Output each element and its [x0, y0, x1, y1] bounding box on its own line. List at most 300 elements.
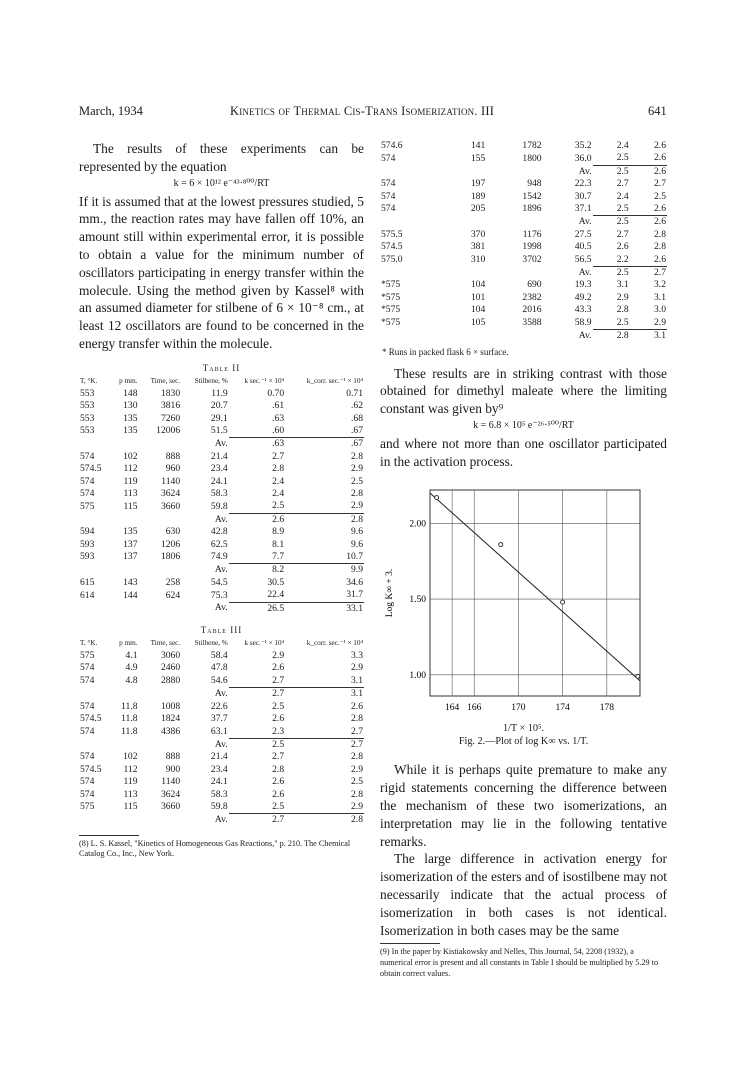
average-value: 2.5	[616, 267, 629, 279]
footnote-9: (9) In the paper by Kistiakowsky and Nelles, This Journal, 54, 2208 (1932), a numerical error is present and all constants in Table I should be multiplied by 5.29 to obtain correct values.	[380, 947, 659, 978]
table-cell: 2.8	[654, 241, 666, 253]
table-row	[79, 789, 364, 801]
left-column	[79, 140, 364, 860]
table-cell: 0.71	[346, 387, 363, 399]
average-row	[380, 267, 667, 280]
table-cell: 2.6	[272, 776, 285, 788]
table-cell: 9.6	[351, 526, 363, 538]
table-cell: 135	[123, 412, 138, 424]
table-row	[380, 317, 667, 330]
column-header: Time, sec.	[150, 639, 181, 648]
table-cell: 594	[80, 526, 95, 538]
table-row	[79, 425, 364, 438]
table-cell: 189	[470, 190, 486, 202]
average-value: 3.1	[351, 688, 363, 700]
table-cell: 112	[123, 463, 138, 475]
table-cell: *575	[381, 291, 401, 303]
table-cell: 2.6	[630, 203, 667, 216]
table-row	[79, 650, 364, 662]
table-cell: 119	[123, 776, 138, 788]
table-cell: 112	[123, 763, 138, 775]
average-label: Av.	[214, 602, 228, 614]
table-row	[79, 413, 364, 425]
table-cell: 960	[165, 463, 181, 475]
table-row	[79, 400, 364, 412]
table-cell: 155	[470, 152, 486, 164]
average-row	[380, 216, 667, 229]
table-cell: 1542	[522, 190, 542, 202]
table-cell: 119	[123, 475, 138, 487]
table-cell: 104	[470, 279, 486, 291]
table-cell: 1782	[522, 140, 542, 151]
table-cell: 9.6	[351, 538, 363, 550]
average-row	[79, 688, 364, 701]
average-label: Av.	[578, 216, 592, 228]
average-value: 2.5	[616, 216, 629, 228]
average-value: 2.6	[654, 165, 666, 177]
table-cell: 2.6	[272, 662, 285, 674]
table-cell: 258	[165, 576, 181, 588]
average-value: 2.7	[654, 267, 666, 279]
table-cell: 62.5	[210, 538, 228, 550]
table-cell: 1176	[522, 228, 542, 240]
table-cell: 1806	[160, 551, 181, 563]
table-row	[380, 292, 667, 304]
paragraph-premature: While it is perhaps quite premature to make any rigid statements concerning the difference between the mechanism of these two isomerizations, an interpretation may lie in the following tentative remarks.	[380, 762, 667, 849]
table-cell: 2.6	[654, 140, 666, 151]
average-label: Av.	[578, 329, 592, 341]
table-cell: 574	[381, 178, 396, 190]
table-cell: 54.6	[210, 675, 228, 687]
table-cell: 59.8	[210, 500, 228, 512]
table-cell: 135	[123, 425, 138, 437]
table-row	[380, 152, 667, 165]
table-cell: .67	[285, 425, 364, 438]
table-cell: .62	[351, 400, 363, 412]
table-cell: 205	[470, 203, 486, 215]
table-row	[79, 463, 364, 475]
table-cell: 2.8	[616, 304, 629, 316]
right-column	[380, 140, 667, 979]
table-cell: 3624	[160, 488, 181, 500]
y-tick-label: 1.50	[409, 595, 426, 606]
table-cell: .68	[351, 412, 363, 424]
average-label: Av.	[214, 814, 228, 826]
table-cell: 2.6	[272, 788, 285, 800]
table-cell: *575	[381, 304, 401, 316]
table-cell: 2016	[522, 304, 542, 316]
table-cell: 2.7	[616, 228, 629, 240]
table-row	[380, 279, 667, 291]
table-cell: 148	[123, 387, 138, 399]
column-header: p mm.	[119, 376, 138, 385]
average-value: 2.7	[351, 738, 363, 750]
table-cell: 4.1	[125, 650, 138, 662]
table-cell: 8.1	[272, 538, 285, 550]
average-value: 2.7	[272, 814, 285, 826]
table-cell: 35.2	[574, 140, 592, 151]
table-row	[380, 304, 667, 316]
table-cell: 888	[165, 450, 181, 462]
table-cell: 141	[470, 140, 486, 151]
average-value: 2.7	[272, 688, 285, 700]
table-cell: 115	[123, 500, 138, 512]
table-cell: 22.6	[210, 700, 228, 712]
table-cell: 888	[165, 751, 181, 763]
data-point	[435, 496, 439, 500]
table-cell: 58.9	[574, 316, 592, 328]
table-cell: 1008	[160, 700, 181, 712]
table-cell: 3.1	[285, 675, 364, 688]
table-cell: 630	[165, 526, 181, 538]
table-cell: 574.5	[381, 241, 403, 253]
table-cell: 3.2	[654, 279, 666, 291]
table-cell: 30.7	[574, 190, 592, 202]
average-value: 8.2	[272, 564, 285, 576]
table-cell: 7260	[160, 412, 181, 424]
table-cell: 574	[381, 203, 396, 215]
table-cell: .63	[272, 412, 285, 424]
table-cell: 27.5	[574, 228, 592, 240]
table-cell: 2.2	[593, 254, 630, 267]
table-cell: *575	[381, 279, 401, 291]
table-cell: 2.5	[229, 801, 285, 814]
column-header: k_corr. sec.⁻¹ × 10⁴	[306, 639, 363, 648]
table-cell: 34.6	[346, 576, 363, 588]
table-cell: 3702	[522, 253, 542, 265]
table-cell: 553	[80, 387, 95, 399]
average-label: Av.	[578, 165, 592, 177]
table-cell: 23.4	[210, 463, 228, 475]
table-cell: 113	[123, 488, 138, 500]
column-header: T, °K.	[80, 639, 98, 648]
table-cell: 3624	[160, 788, 181, 800]
table-cell: 948	[527, 178, 542, 190]
average-value: 2.6	[654, 216, 666, 228]
table-cell: 74.9	[210, 551, 228, 563]
average-value: 2.8	[616, 330, 629, 342]
paragraph-contrast: These results are in striking contrast with those obtained for dimethyl maleate where the limiting constant was given by⁹	[380, 365, 667, 417]
table-cell: 574	[80, 700, 95, 712]
x-tick-label: 178	[599, 703, 614, 714]
table-cell: 144	[123, 589, 138, 601]
table-cell: 4.8	[125, 675, 138, 687]
table-cell: 2.4	[272, 475, 285, 487]
table-cell: 20.7	[210, 400, 228, 412]
table-cell: 12006	[156, 425, 181, 437]
table-cell: 2.9	[285, 500, 364, 513]
table-cell: 47.8	[210, 662, 228, 674]
table-cell: 24.1	[210, 475, 228, 487]
table-cell: 11.9	[211, 387, 228, 399]
table-cell: 11.8	[121, 725, 138, 737]
table-row	[79, 500, 364, 513]
table-cell: 3816	[160, 400, 181, 412]
table-cell: 2382	[522, 291, 542, 303]
table-cell: 2.6	[630, 152, 667, 165]
column-header: Stilbene, %	[194, 376, 228, 385]
average-row	[79, 564, 364, 577]
table-cell: 574.5	[80, 463, 102, 475]
table-cell: 2.5	[593, 317, 630, 330]
table-cell: 21.4	[210, 450, 228, 462]
table-cell: 574.6	[381, 140, 403, 151]
table-cell: 2.9	[272, 650, 285, 662]
table-cell: 575.0	[381, 253, 403, 265]
table-cell: 30.5	[267, 576, 285, 588]
table-cell: 58.3	[210, 788, 228, 800]
average-value: 2.6	[272, 513, 285, 525]
table-cell: 2.7	[654, 178, 666, 190]
table-cell: 102	[123, 450, 138, 462]
footnote-rule-right	[380, 943, 440, 944]
table-cell: 2.9	[630, 317, 667, 330]
table-cell: 614	[80, 589, 95, 601]
table-cell: 690	[527, 279, 542, 291]
page-number: 641	[648, 104, 667, 118]
table-cell: 2.8	[351, 488, 363, 500]
table-cell: .61	[272, 400, 285, 412]
table-cell: 310	[470, 253, 486, 265]
table-cell: 370	[470, 228, 486, 240]
table-row	[79, 488, 364, 500]
table-cell: 574	[381, 152, 396, 164]
table-3-continued	[380, 140, 667, 343]
table-cell: 1824	[160, 713, 181, 725]
column-header: k sec.⁻¹ × 10⁴	[244, 639, 285, 648]
table-cell: 3.0	[654, 304, 666, 316]
table-cell: 2.7	[616, 178, 629, 190]
table-cell: 59.8	[210, 801, 228, 813]
table-cell: 2.9	[616, 291, 629, 303]
table-row	[380, 191, 667, 203]
table-cell: 2.6	[351, 700, 363, 712]
average-label: Av.	[214, 688, 228, 700]
table-cell: 1140	[161, 776, 181, 788]
table-cell: 43.3	[574, 304, 592, 316]
table-cell: 24.1	[210, 776, 228, 788]
paragraph-oscillators: If it is assumed that at the lowest pressures studied, 5 mm., the reaction rates may have fallen off 10%, an amount still within experimental error, it is possible to obtain a value for the minimum number of oscillators participating in energy transfer within the molecule. Using the method given by Kassel⁸ with an assumed diameter for stilbene of 6 × 10⁻⁸ cm., at least 12 oscillators are found to be concerned in the energy transfer within the molecule.	[79, 193, 364, 351]
table-cell: 575	[80, 500, 95, 512]
table-cell: 574	[80, 675, 95, 687]
table-row	[79, 776, 364, 788]
table-cell: 2.8	[272, 763, 285, 775]
table-cell: 0.70	[267, 387, 285, 399]
table-cell: 2.7	[285, 726, 364, 739]
table-cell: 75.3	[210, 589, 228, 601]
table-cell: 49.2	[574, 291, 592, 303]
table-cell: 31.7	[285, 589, 364, 602]
table-3-caption: Table III	[200, 625, 243, 636]
average-value: 9.9	[351, 564, 363, 576]
table-cell: 574.5	[80, 713, 102, 725]
column-header: Stilbene, %	[194, 639, 228, 648]
average-row	[79, 814, 364, 827]
table-cell: 102	[123, 751, 138, 763]
table-cell: 2.5	[593, 203, 630, 216]
average-row	[79, 738, 364, 751]
table-cell: 3.1	[616, 279, 629, 291]
table-cell: 2.5	[593, 152, 630, 165]
table-cell: 553	[80, 400, 95, 412]
table-cell: 7.7	[229, 551, 285, 564]
table-row	[79, 726, 364, 739]
table-cell: 2.5	[272, 700, 285, 712]
figure-caption: Fig. 2.—Plot of log K∞ vs. 1/T.	[458, 736, 589, 748]
fit-line	[430, 494, 640, 682]
table-row	[380, 203, 667, 216]
table-cell: 574	[80, 450, 95, 462]
table-row	[79, 451, 364, 463]
table-cell: 3588	[522, 316, 542, 328]
table-cell: 2.5	[229, 500, 285, 513]
average-row	[79, 513, 364, 526]
average-row	[79, 438, 364, 451]
table-cell: 574	[80, 475, 95, 487]
table-cell: 137	[123, 538, 138, 550]
table-cell: 2.8	[351, 450, 363, 462]
table-3	[79, 639, 364, 827]
table-row	[380, 140, 667, 152]
average-label: Av.	[214, 738, 228, 750]
table-row	[79, 589, 364, 602]
figure-2-plot	[380, 484, 667, 719]
table-cell: 4.9	[125, 662, 138, 674]
table-cell: 2.8	[654, 228, 666, 240]
table-cell: 11.8	[121, 700, 138, 712]
column-header: T, °K.	[80, 376, 98, 385]
table-cell: 19.3	[574, 279, 592, 291]
table-cell: 23.4	[210, 763, 228, 775]
table-cell: 101	[470, 291, 486, 303]
table-cell: 36.0	[574, 152, 592, 164]
table-cell: 574	[80, 725, 95, 737]
table-cell: 29.1	[210, 412, 228, 424]
table-cell: 2.9	[351, 763, 363, 775]
figure-x-label: 1/T × 10⁵.	[502, 723, 545, 735]
table-cell: 2.8	[351, 751, 363, 763]
table-cell: 58.4	[210, 650, 228, 662]
table-cell: 58.3	[210, 488, 228, 500]
table-cell: 130	[123, 400, 138, 412]
data-point	[561, 601, 565, 605]
average-value: 2.5	[272, 738, 285, 750]
x-tick-label: 166	[467, 703, 482, 714]
table-cell: 575	[80, 801, 95, 813]
data-point	[499, 543, 503, 547]
table-cell: 54.5	[210, 576, 228, 588]
table-cell: 575	[80, 650, 95, 662]
average-row	[380, 165, 667, 178]
average-row	[380, 330, 667, 343]
column-header: k_corr. sec.⁻¹ × 10⁴	[306, 376, 363, 385]
table-cell: 574	[80, 751, 95, 763]
table-cell: 553	[80, 425, 95, 437]
average-label: Av.	[214, 438, 228, 450]
paragraph-one-oscillator: and where not more than one oscillator participated in the activation process.	[380, 435, 667, 469]
table-cell: 22.4	[229, 589, 285, 602]
table-cell: 2.7	[272, 450, 285, 462]
table-cell: .60	[229, 425, 285, 438]
average-label: Av.	[214, 564, 228, 576]
table-row	[380, 254, 667, 267]
table-cell: 8.9	[272, 526, 285, 538]
paragraph-activation-energy: The large difference in activation energy for isomerization of the esters and of isostilbene may not necessarily indicate that the actual process of isomerization in both cases is not identical. Isomerization in both cases may be the same	[380, 851, 667, 938]
table-cell: 143	[123, 576, 138, 588]
table-cell: 42.8	[210, 526, 228, 538]
table-cell: 105	[470, 316, 486, 328]
table-cell: 37.1	[574, 203, 592, 215]
average-value: 2.8	[351, 814, 363, 826]
table-cell: 22.3	[574, 178, 592, 190]
paragraph-results: The results of these experiments can be represented by the equation	[79, 141, 364, 174]
table-cell: 553	[80, 412, 95, 424]
table-cell: 2.5	[351, 475, 363, 487]
table-cell: 56.5	[574, 253, 592, 265]
table-cell: 2.9	[285, 801, 364, 814]
table-row	[79, 526, 364, 538]
table-cell: 104	[470, 304, 486, 316]
table-row	[79, 764, 364, 776]
table-cell: 115	[123, 801, 138, 813]
equation-rate: k = 6 × 10¹² e⁻⁴³·⁸⁰⁰/RT	[173, 177, 270, 189]
table-cell: 900	[165, 763, 181, 775]
table-row	[79, 801, 364, 814]
table-cell: 11.8	[121, 713, 138, 725]
table-cell: *575	[381, 316, 401, 328]
table-cell: 1140	[161, 475, 181, 487]
table-cell: 574	[80, 662, 95, 674]
data-point	[636, 675, 640, 679]
table-cell: 2.8	[351, 713, 363, 725]
table-cell: 2880	[160, 675, 181, 687]
average-value: .63	[272, 438, 285, 450]
table-cell: 51.5	[210, 425, 228, 437]
table-cell: 1998	[522, 241, 542, 253]
table-cell: 3.3	[351, 650, 363, 662]
table-cell: 135	[123, 526, 138, 538]
column-header: Time, sec.	[150, 376, 181, 385]
average-value: 2.8	[351, 513, 363, 525]
table-cell: 593	[80, 538, 95, 550]
column-header: p mm.	[119, 639, 138, 648]
column-header: k sec.⁻¹ × 10⁴	[244, 376, 285, 385]
table-cell: 37.7	[210, 713, 228, 725]
table-cell: 2.7	[229, 675, 285, 688]
average-label: Av.	[214, 513, 228, 525]
table-cell: 381	[470, 241, 486, 253]
table-cell: 2.4	[616, 140, 629, 151]
table-cell: 2.6	[630, 254, 667, 267]
table-cell: 3660	[160, 500, 181, 512]
table-row	[79, 675, 364, 688]
table-row	[79, 551, 364, 564]
table-cell: 2460	[160, 662, 181, 674]
packed-flask-note: * Runs in packed flask 6 × surface.	[382, 346, 509, 357]
table-cell: 197	[470, 178, 486, 190]
table-cell: 574.5	[80, 763, 102, 775]
y-tick-label: 1.00	[409, 671, 426, 682]
table-cell: 593	[80, 551, 95, 563]
table-row	[79, 713, 364, 725]
table-cell: 3060	[160, 650, 181, 662]
table-cell: 2.7	[272, 751, 285, 763]
table-2-caption: Table II	[202, 362, 241, 373]
average-value: 2.5	[616, 165, 629, 177]
table-cell: 2.9	[351, 662, 363, 674]
average-value: 26.5	[267, 602, 285, 614]
table-cell: 2.9	[351, 463, 363, 475]
